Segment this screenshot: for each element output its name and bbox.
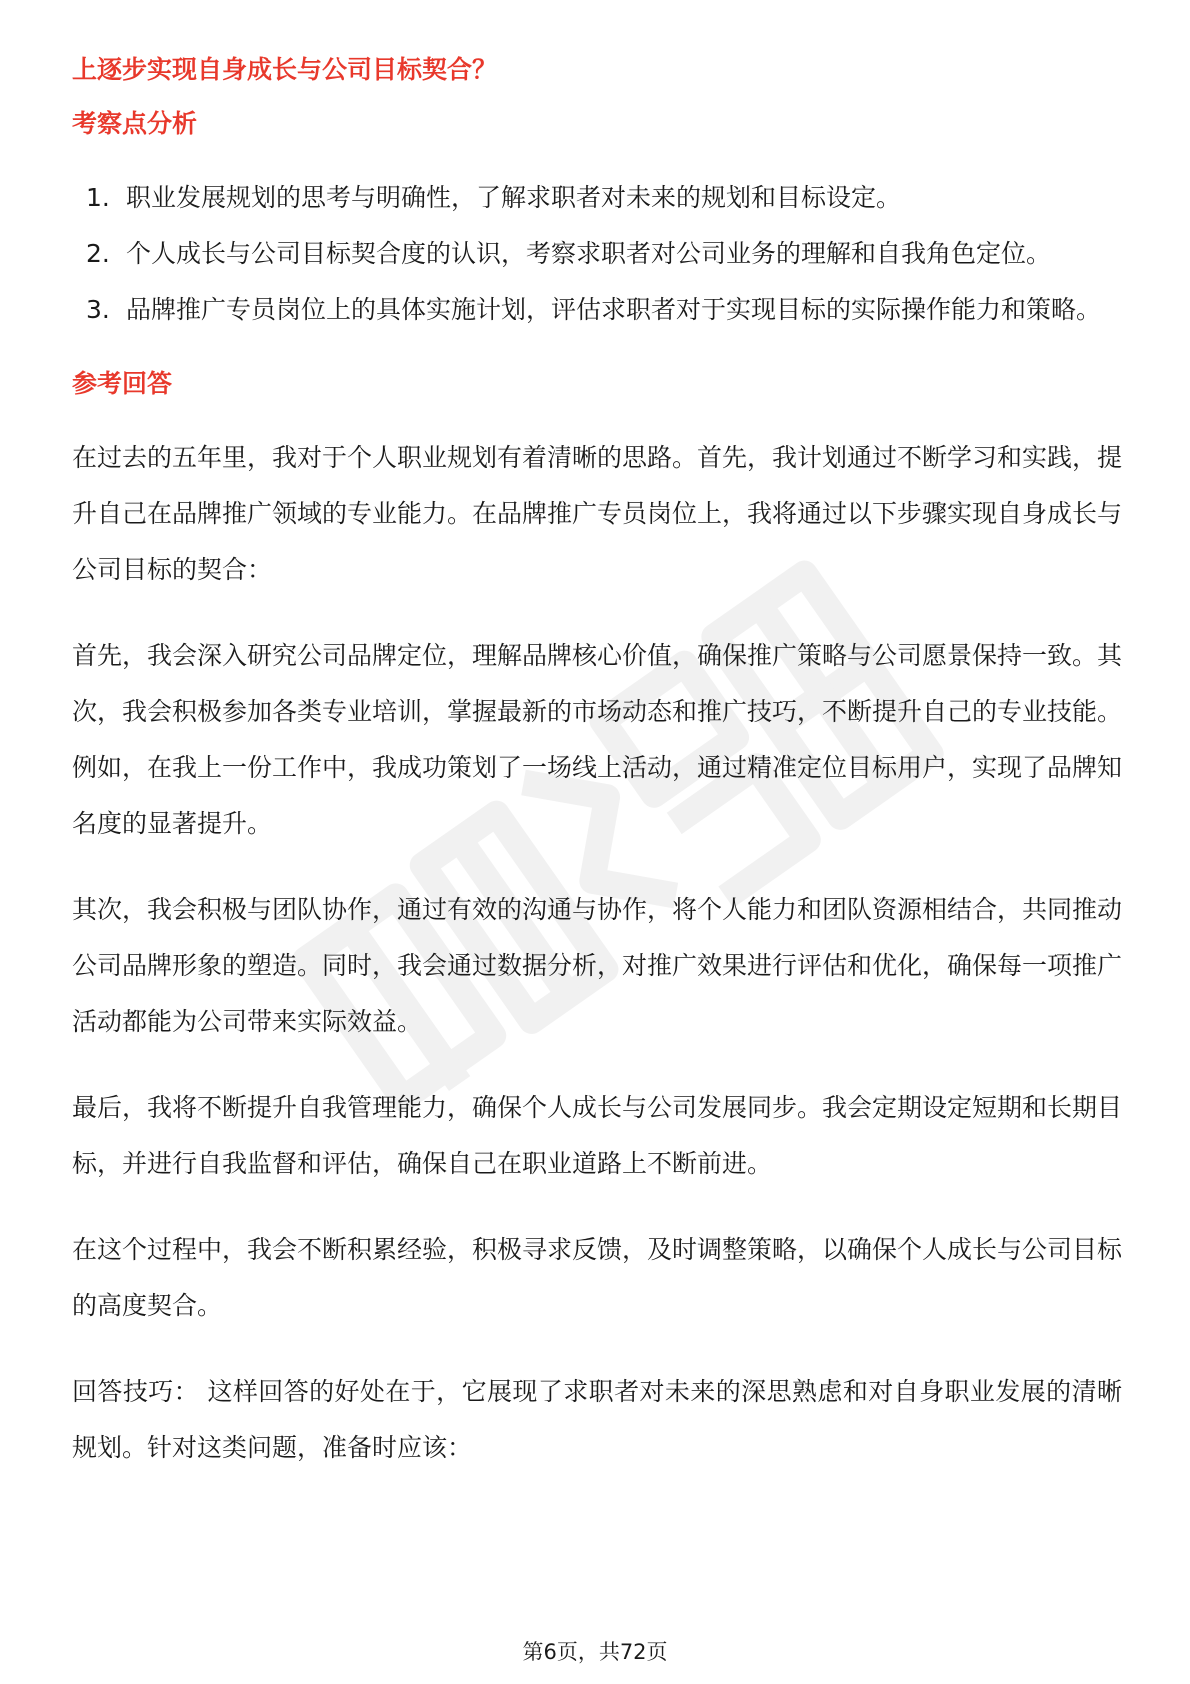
question-title: 上逐步实现自身成长与公司目标契合？ bbox=[72, 55, 498, 84]
list-item-text: 职业发展规划的思考与明确性，了解求职者对未来的规划和目标设定。 bbox=[126, 183, 902, 212]
analysis-heading: 考察点分析 bbox=[72, 109, 198, 138]
list-item-text: 个人成长与公司目标契合度的认识，考察求职者对公司业务的理解和自我角色定位。 bbox=[126, 239, 1052, 268]
list-item bbox=[72, 226, 1122, 282]
answer-paragraph: 最后，我将不断提升自我管理能力，确保个人成长与公司发展同步。我会定期设定短期和长期目标，并进行自我监督和评估，确保自己在职业道路上不断前进。 bbox=[72, 1093, 1123, 1178]
list-number: 2. bbox=[86, 239, 110, 268]
page-number-footer: 第6页，共72页 bbox=[522, 1640, 668, 1664]
answer-heading: 参考回答 bbox=[72, 369, 173, 398]
list-item bbox=[72, 282, 1122, 338]
analysis-list bbox=[72, 170, 1122, 338]
list-number: 1. bbox=[86, 183, 110, 212]
answer-paragraph: 其次，我会积极与团队协作，通过有效的沟通与协作，将个人能力和团队资源相结合，共同推动公司品牌形象的塑造。同时，我会通过数据分析，对推广效果进行评估和优化，确保每一项推广活动都能为公司带来实际效益。 bbox=[72, 895, 1123, 1036]
answer-paragraph: 在过去的五年里，我对于个人职业规划有着清晰的思路。首先，我计划通过不断学习和实践，提升自己在品牌推广领域的专业能力。在品牌推广专员岗位上，我将通过以下步骤实现自身成长与公司目标的契合： bbox=[72, 443, 1123, 584]
answer-tips-paragraph: 回答技巧： 这样回答的好处在于，它展现了求职者对未来的深思熟虑和对自身职业发展的清晰规划。针对这类问题，准备时应该： bbox=[72, 1377, 1122, 1462]
list-number: 3. bbox=[86, 295, 110, 324]
list-item bbox=[72, 170, 1122, 226]
answer-paragraph: 在这个过程中，我会不断积累经验，积极寻求反馈，及时调整策略，以确保个人成长与公司目标的高度契合。 bbox=[72, 1235, 1123, 1320]
document-content bbox=[72, 52, 1122, 1506]
answer-paragraph: 首先，我会深入研究公司品牌定位，理解品牌核心价值，确保推广策略与公司愿景保持一致。其次，我会积极参加各类专业培训，掌握最新的市场动态和推广技巧，不断提升自己的专业技能。例如，在我上一份工作中，我成功策划了一场线上活动，通过精准定位目标用户，实现了品牌知名度的显著提升。 bbox=[72, 641, 1123, 838]
list-item-text: 品牌推广专员岗位上的具体实施计划，评估求职者对于实现目标的实际操作能力和策略。 bbox=[126, 295, 1102, 324]
